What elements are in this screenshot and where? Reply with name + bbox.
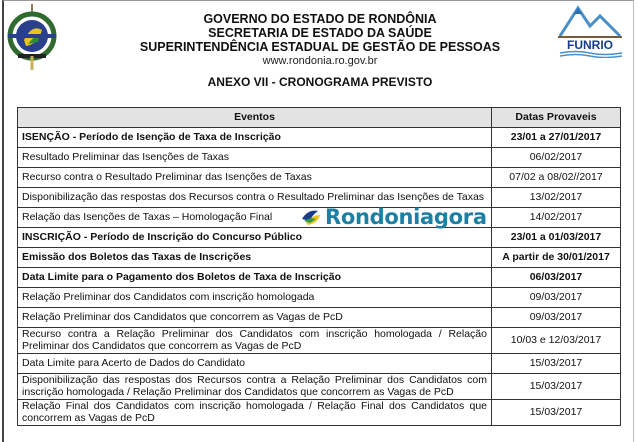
table-row — [18, 268, 621, 288]
table-row — [18, 288, 621, 308]
table-row — [18, 308, 621, 328]
header-url: www.rondonia.ro.gov.br — [262, 55, 378, 67]
table-row — [18, 374, 621, 400]
table-row — [18, 248, 621, 268]
event-cell: Relação das Isenções de Taxas – Homologação Final — [18, 208, 492, 228]
table-row — [18, 400, 621, 426]
date-cell: 13/02/2017 — [492, 188, 621, 208]
column-header-events: Eventos — [18, 108, 492, 128]
schedule-table — [17, 107, 621, 426]
event-cell: ISENÇÃO - Período de Isenção de Taxa de Inscrição — [18, 128, 492, 148]
date-cell: 10/03 e 12/03/2017 — [492, 328, 621, 354]
event-cell: Relação Preliminar dos Candidatos com inscrição homologada — [18, 288, 492, 308]
funrio-logo-icon — [556, 2, 626, 58]
table-row — [18, 128, 621, 148]
event-cell: Relação Preliminar dos Candidatos que concorrem as Vagas de PcD — [18, 308, 492, 328]
event-cell: Recurso contra a Relação Preliminar dos Candidatos com inscrição homologada / Relação Preliminar dos Candidatos que concorrem as Vagas de PcD — [18, 328, 492, 354]
header-government: GOVERNO DO ESTADO DE RONDÔNIA — [203, 12, 437, 26]
annex-title: ANEXO VII - CRONOGRAMA PREVISTO — [207, 75, 433, 89]
header-superintendence: SUPERINTENDÊNCIA ESTADUAL DE GESTÃO DE PESSOAS — [139, 40, 501, 54]
column-header-dates: Datas Provaveis — [492, 108, 621, 128]
document-header — [0, 12, 640, 89]
table-row — [18, 328, 621, 354]
date-cell: A partir de 30/01/2017 — [492, 248, 621, 268]
event-cell: Data Limite para Acerto de Dados do Candidato — [18, 354, 492, 374]
date-cell: 23/01 a 27/01/2017 — [492, 128, 621, 148]
table-header-row — [18, 108, 621, 128]
watermark-text: Rondoniagora — [325, 205, 487, 229]
table-row — [18, 354, 621, 374]
date-cell: 06/02/2017 — [492, 148, 621, 168]
event-cell: Recurso contra o Resultado Preliminar das Isenções de Taxas — [18, 168, 492, 188]
table-row — [18, 228, 621, 248]
event-cell: Disponibilização das respostas dos Recursos contra a Relação Preliminar dos Candidatos com inscrição homologada / Relação Preliminar dos Candidatos que concorrem as Vagas de PcD — [18, 374, 492, 400]
date-cell: 15/03/2017 — [492, 354, 621, 374]
event-cell: Emissão dos Boletos das Taxas de Inscrições — [18, 248, 492, 268]
event-cell: INSCRIÇÃO - Período de Inscrição do Concurso Público — [18, 228, 492, 248]
rondoniagora-logo-icon — [300, 207, 322, 227]
event-cell: Relação Final dos Candidatos com inscrição homologada / Relação Final dos Candidatos que concorrem as Vagas de PcD — [18, 400, 492, 426]
event-cell: Data Limite para o Pagamento dos Boletos de Taxa de Inscrição — [18, 268, 492, 288]
date-cell: 23/01 a 01/03/2017 — [492, 228, 621, 248]
date-cell: 07/02 a 08/02//2017 — [492, 168, 621, 188]
date-cell: 09/03/2017 — [492, 308, 621, 328]
date-cell: 15/03/2017 — [492, 400, 621, 426]
funrio-logo-text: FUNRIO — [567, 38, 613, 52]
header-secretariat: SECRETARIA DE ESTADO DA SAÚDE — [208, 26, 432, 40]
date-cell: 09/03/2017 — [492, 288, 621, 308]
date-cell: 15/03/2017 — [492, 374, 621, 400]
rondoniagora-watermark — [300, 205, 487, 229]
event-cell: Resultado Preliminar das Isenções de Taxas — [18, 148, 492, 168]
date-cell: 14/02/2017 — [492, 208, 621, 228]
event-cell: Disponibilização das respostas dos Recursos contra o Resultado Preliminar das Isenções de Taxas — [18, 188, 492, 208]
table-row — [18, 148, 621, 168]
date-cell: 06/03/2017 — [492, 268, 621, 288]
table-row — [18, 168, 621, 188]
